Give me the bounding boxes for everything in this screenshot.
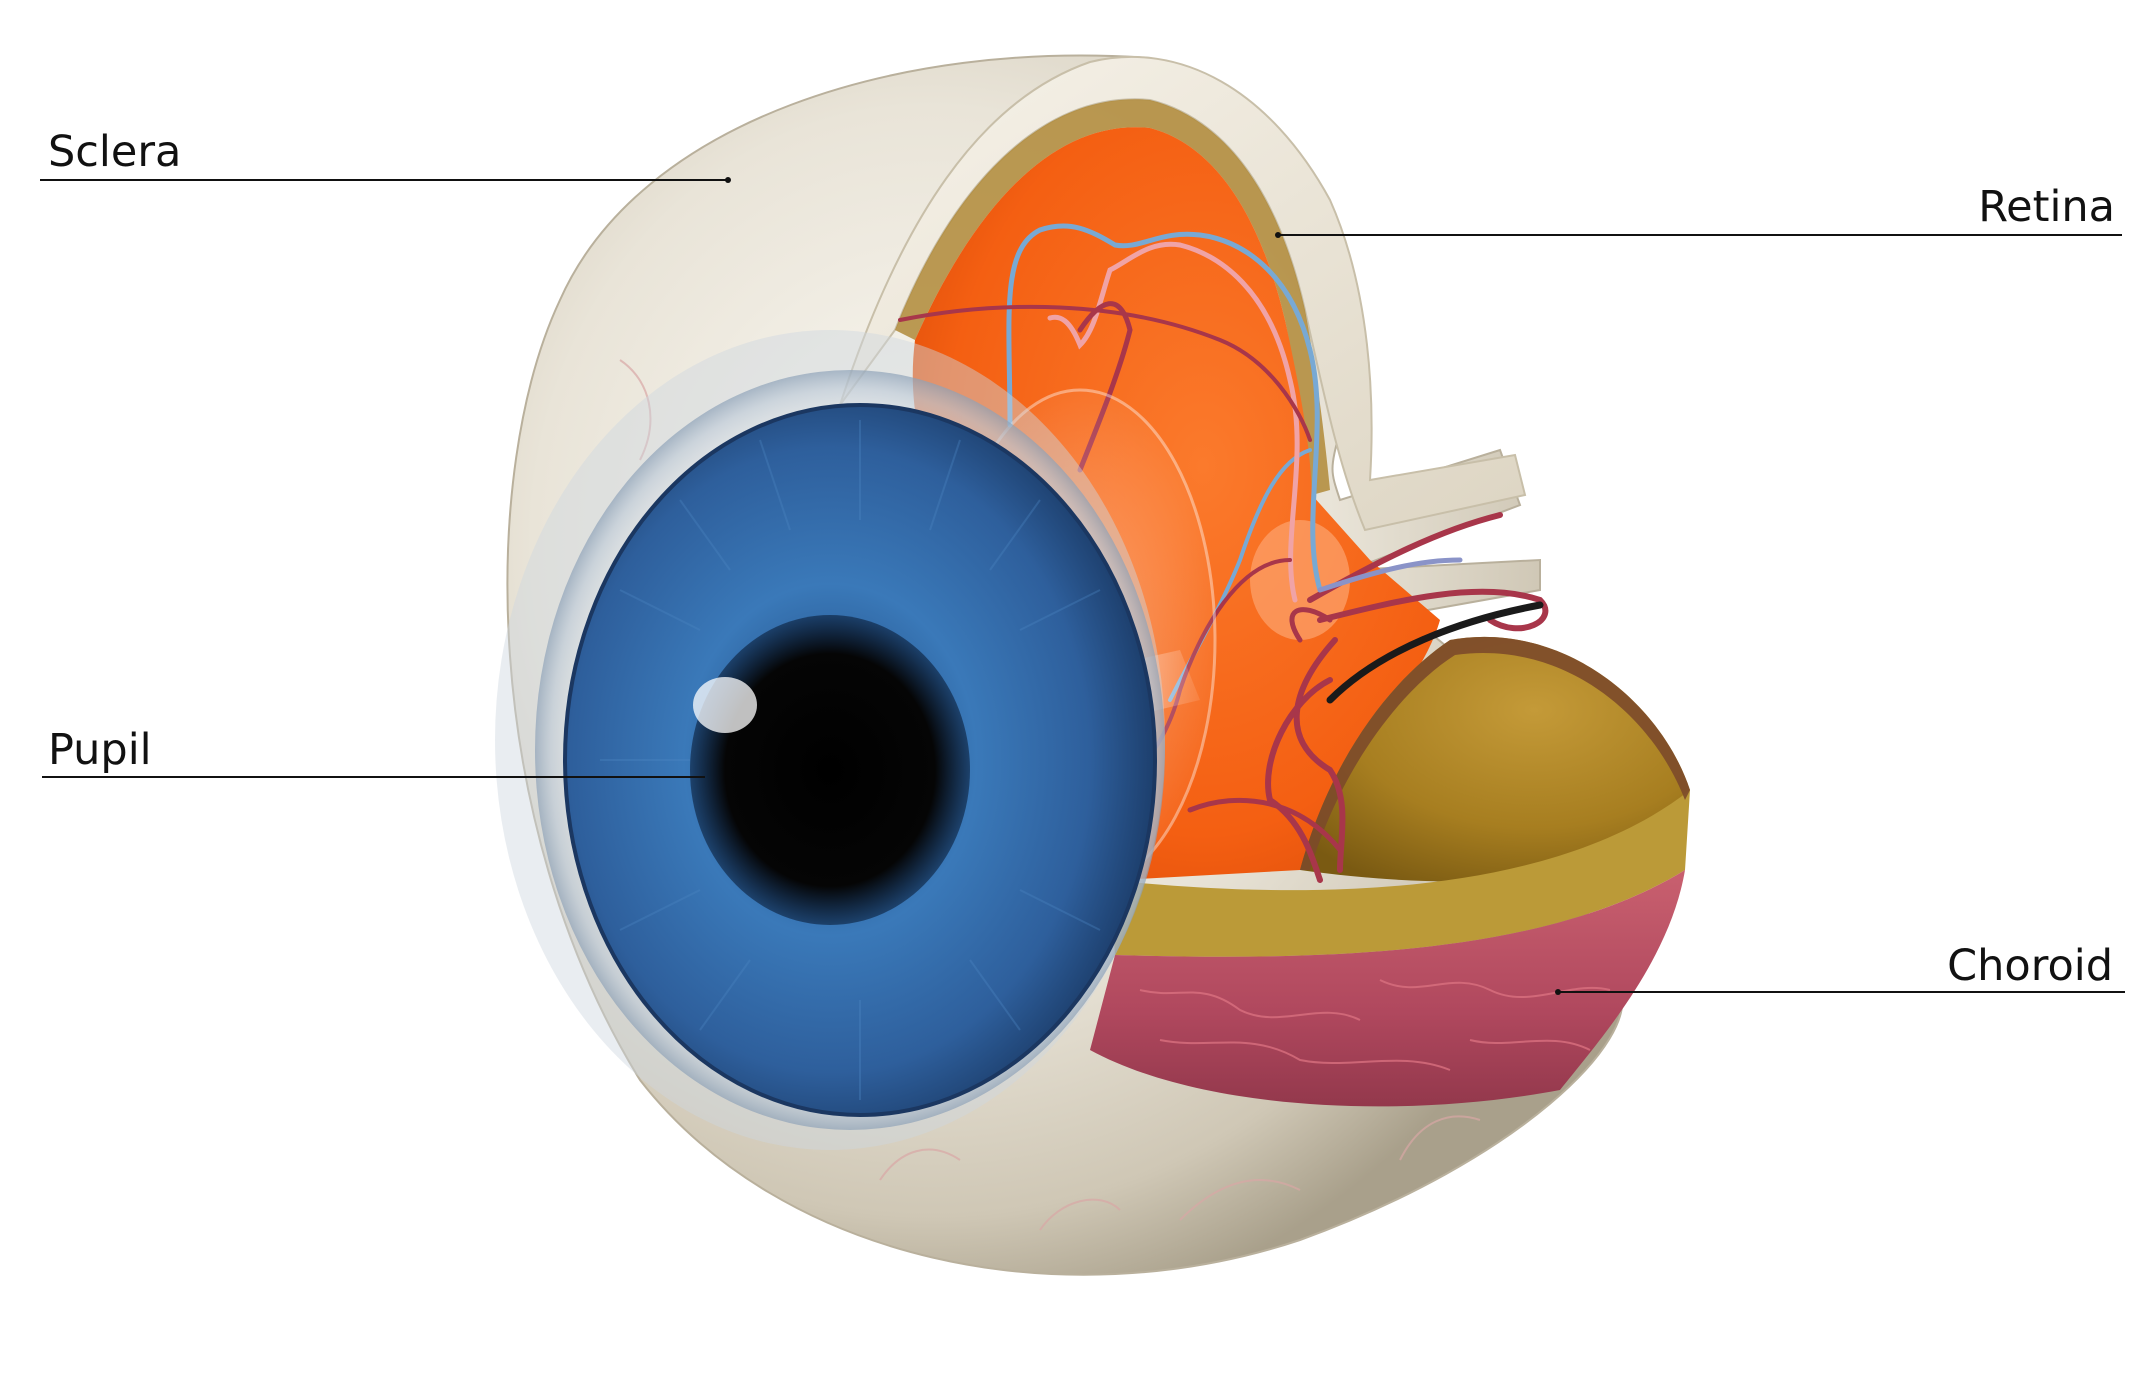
label-sclera	[40, 127, 731, 183]
label-retina-text: Retina	[1978, 182, 2115, 232]
pupil-reflection	[693, 677, 757, 733]
label-choroid-text: Choroid	[1947, 941, 2113, 991]
leader-dot-sclera	[725, 177, 731, 183]
label-pupil-text: Pupil	[48, 725, 152, 775]
label-sclera-text: Sclera	[48, 127, 182, 177]
pupil	[690, 615, 970, 925]
leader-dot-retina	[1275, 232, 1281, 238]
label-retina	[1275, 182, 2122, 238]
leader-dot-choroid	[1555, 989, 1561, 995]
optic-disc	[1250, 520, 1350, 640]
